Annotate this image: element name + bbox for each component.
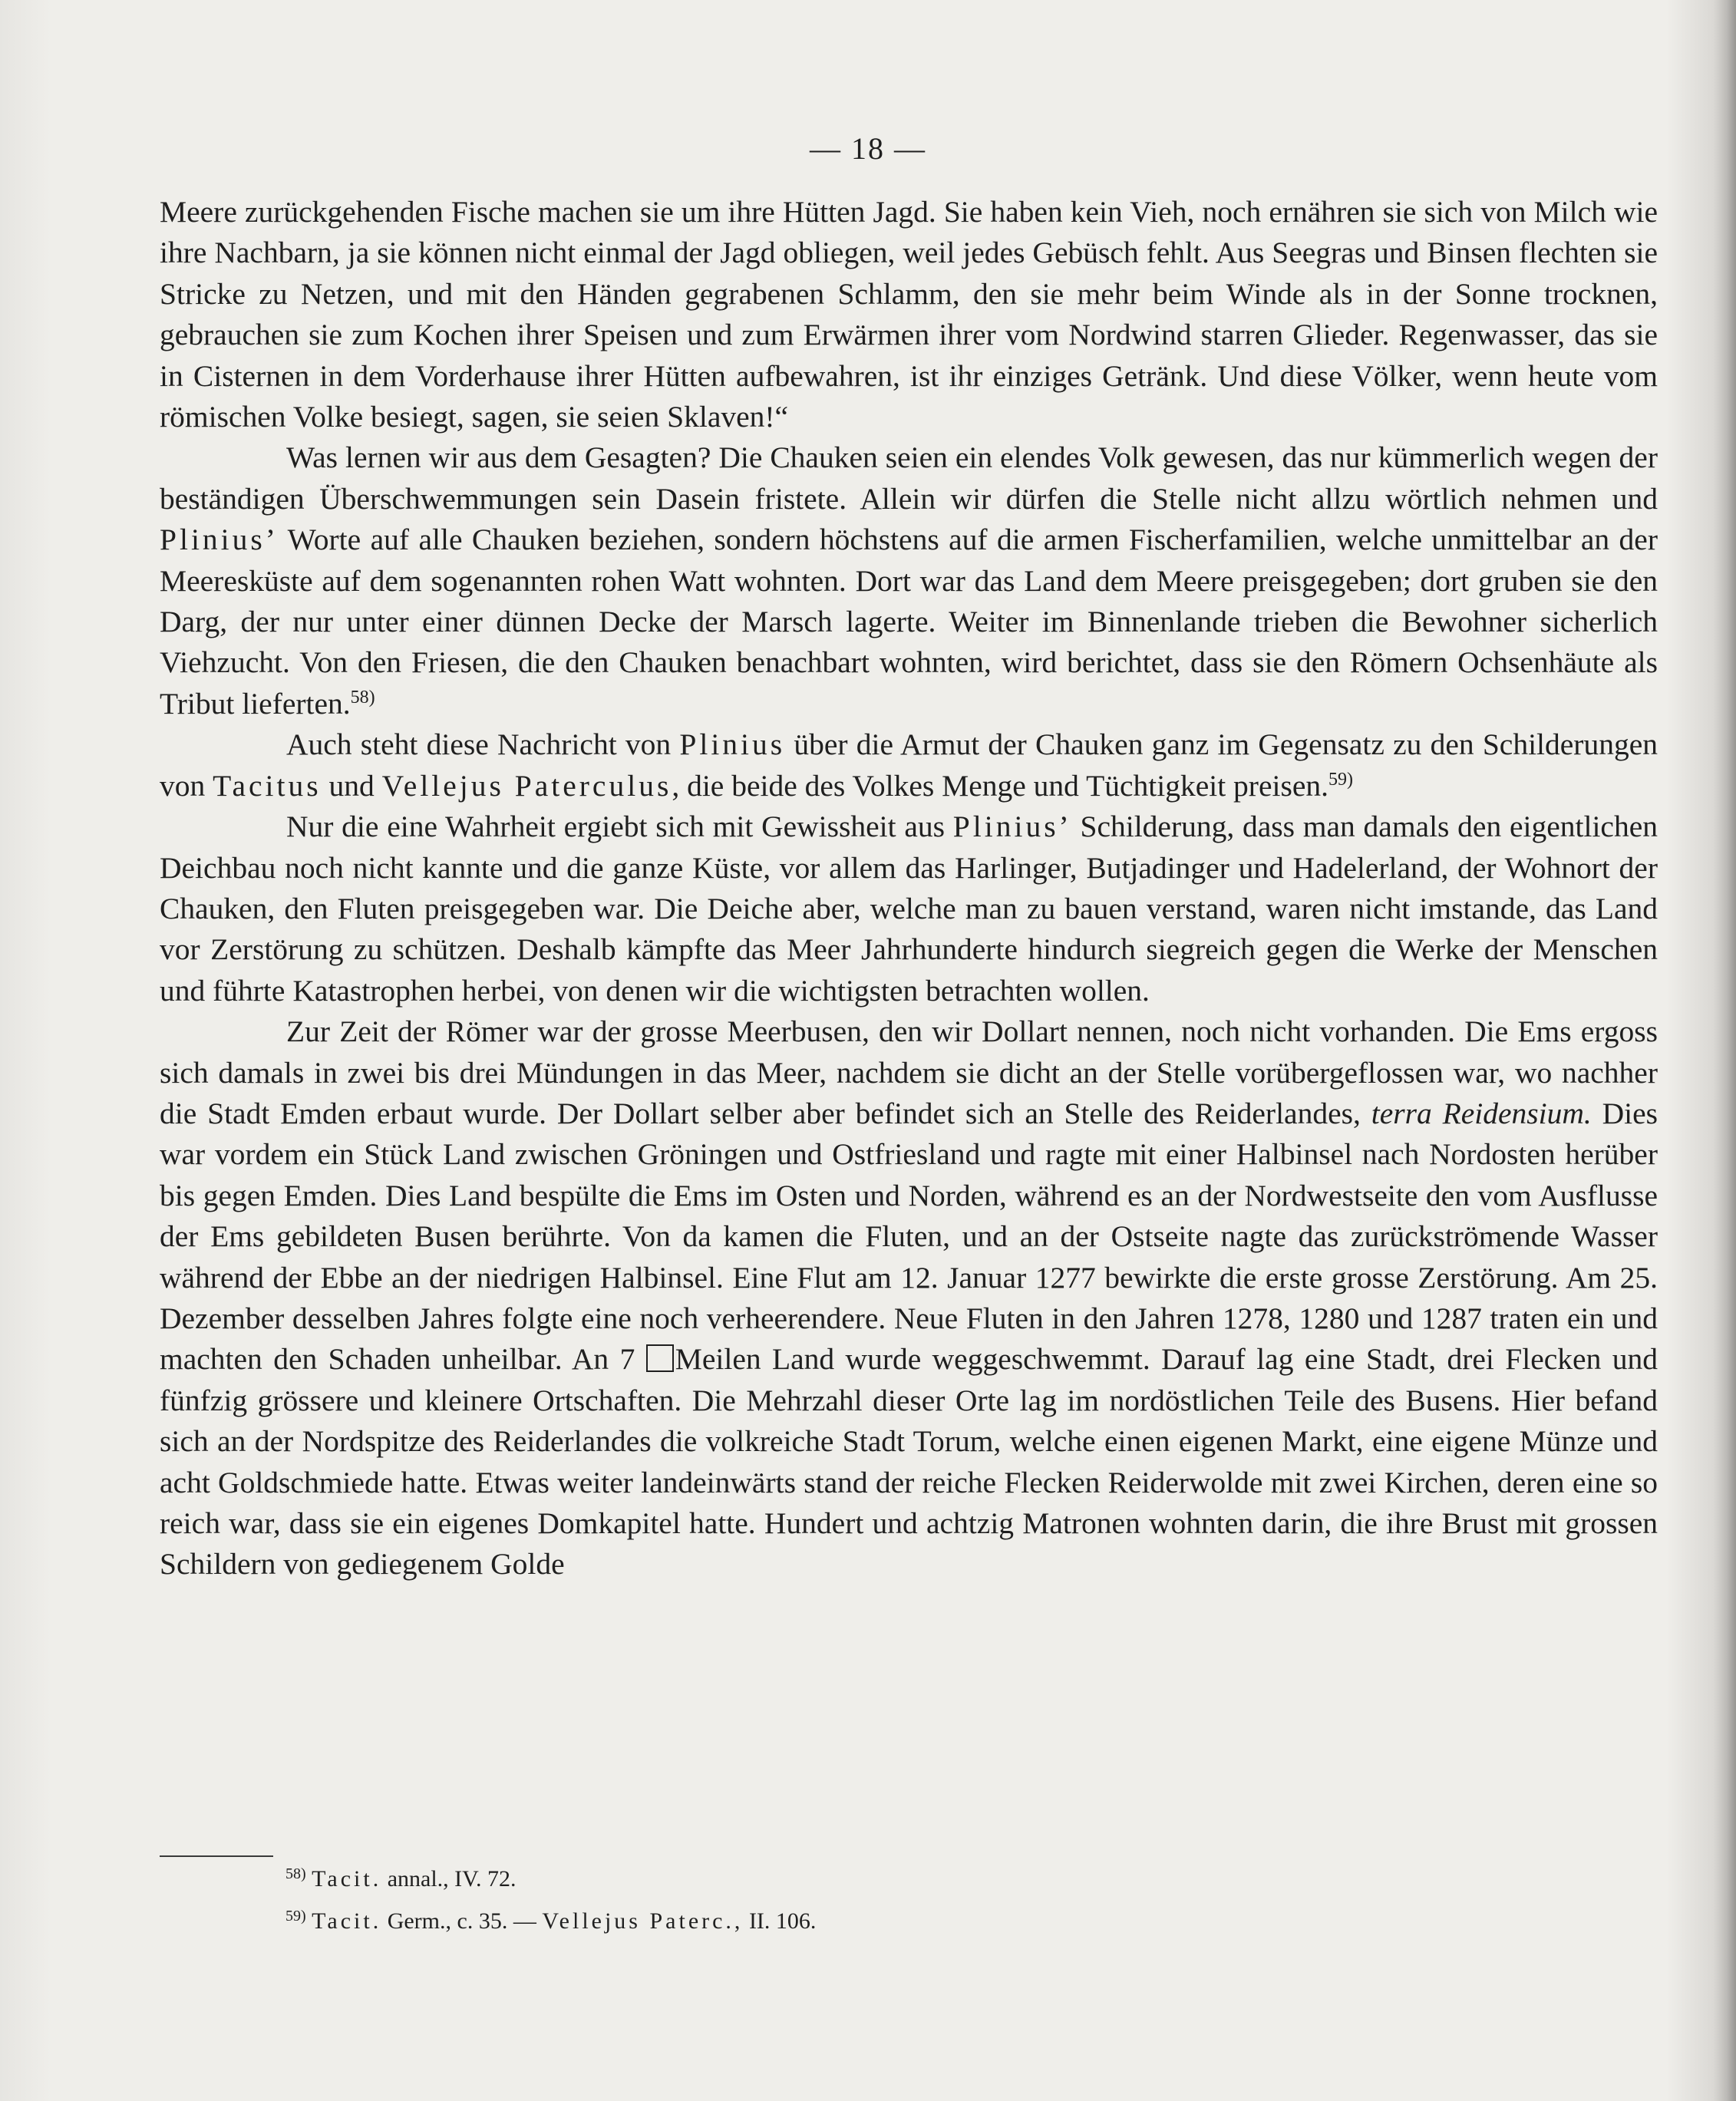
page-edge-shadow [1713,0,1736,2101]
footnote-ref-58: 58) [350,687,375,707]
footnote-58 [285,1858,1513,1900]
footnote-author: Vellejus Paterc., [542,1908,744,1934]
paragraph-2-text-a: Was lernen wir aus dem Gesagten? Die Chauken seien ein elendes Volk gewesen, das nur kümmerlich wegen der beständigen Überschwemmungen sein Dasein fristete. Allein wir dürfen die Stelle nicht allzu wörtlich nehmen und [160,440,1658,516]
name-plinius: Plinius [679,727,786,762]
paragraph-4-text-a: Nur die eine Wahrheit ergiebt sich mit Gewissheit aus [286,810,953,844]
page-number: — 18 — [810,131,926,166]
footnote-reference: annal., IV. 72. [387,1866,517,1892]
footnote-reference: Germ., c. 35. — [387,1908,543,1934]
name-plinius: Plinius’ [160,523,279,557]
footnote-59 [285,1900,1513,1942]
paragraph-5 [160,1011,1658,1585]
paragraph-2-text-b: Worte auf alle Chauken beziehen, sondern höchstens auf die armen Fischerfamilien, welche unmittelbar an der Meeresküste auf dem sogenannten rohen Watt wohnten. Dort war das Land dem Meere preisgegeben; dort gruben sie den Darg, der nur unter einer dünnen Decke der Marsch lagerte. Weiter im Binnenlande trieben die Bewohner sicherlich Viehzucht. Von den Friesen, die den Chauken benachbart wohnten, wird berichtet, dass sie den Römern Ochsenhäute als Tribut lieferten. [160,523,1658,721]
footnote-divider [160,1855,273,1857]
paragraph-3-text-a: Auch steht diese Nachricht von [286,727,680,762]
paragraph-2 [160,437,1658,724]
paragraph-5-text-b: Dies war vordem ein Stück Land zwischen Gröningen und Ostfriesland und ragte mit einer Halbinsel nach Nordosten herüber bis gegen Emden. Dies Land bespülte die Ems im Osten und Norden, während es an der Nordwestseite den vom Ausflusse der Ems gebildeten Busen berührte. Von da kamen die Fluten, und an der Ostseite nagte das zurückströmende Wasser während der Ebbe an der niedrigen Halbinsel. Eine Flut am 12. Januar 1277 bewirkte die erste grosse Zerstörung. Am 25. Dezember desselben Jahres folgte eine noch verheerendere. Neue Fluten in den Jahren 1278, 1280 und 1287 traten ein und machten den Schaden unheilbar. An 7 [160,1096,1658,1377]
paragraph-4-text-b: Schilderung, dass man damals den eigentlichen Deichbau noch nicht kannte und die ganze Küste, vor allem das Harlinger, Butjadinger und Hadelerland, der Wohnort der Chauken, den Fluten preisgegeben war. Die Deiche aber, welche man zu bauen verstand, waren nicht imstande, das Land vor Zerstörung zu schützen. Deshalb kämpfte das Meer Jahrhunderte hindurch siegreich gegen die Werke der Menschen und führte Katastrophen herbei, von denen wir die wichtigsten betrachten wollen. [160,810,1658,1008]
paragraph-1: Meere zurückgehenden Fische machen sie um ihre Hütten Jagd. Sie haben kein Vieh, noch ernähren sie sich von Milch wie ihre Nachbarn, ja sie können nicht einmal der Jagd obliegen, weil jedes Gebüsch fehlt. Aus Seegras und Binsen flechten sie Stricke zu Netzen, und mit den Händen gegrabenen Schlamm, den sie mehr beim Winde als in der Sonne trocknen, gebrauchen sie zum Kochen ihrer Speisen und zum Erwärmen ihrer vom Nordwind starren Glieder. Regenwasser, das sie in Cisternen in dem Vorderhause ihrer Hütten aufbewahren, ist ihr einziges Getränk. Und diese Völker, wenn heute vom römischen Volke besiegt, sagen, sie seien Sklaven!“ [160,195,1658,434]
name-vellejus-paterculus: Vellejus Paterculus [381,768,672,803]
paragraph-3-text-c: und [321,768,382,803]
footnote-ref-59: 59) [1328,769,1353,790]
paragraph-4 [160,806,1658,1011]
name-plinius: Plinius’ [952,810,1072,844]
latin-term: terra Reidensium. [1371,1096,1592,1130]
square-miles-symbol-icon [646,1344,674,1372]
footnotes [285,1858,1513,1942]
name-tacitus: Tacitus [213,768,322,803]
footnote-author: Tacit. [312,1866,382,1892]
footnote-author: Tacit. [312,1908,382,1934]
paragraph-3-text-b: über die Armut der Chauken ganz im Gegensatz zu den Schilderungen von [160,727,1658,803]
footnote-mark: 58) [285,1865,306,1882]
footnote-mark: 59) [285,1908,306,1925]
paragraph-5-text-a: Zur Zeit der Römer war der grosse Meerbusen, den wir Dollart nennen, noch nicht vorhanden. Die Ems ergoss sich damals in zwei bis drei Mündungen in das Meer, nachdem sie dicht an der Stelle vorübergeflossen war, wo nachher die Stadt Emden erbaut wurde. Der Dollart selber aber befindet sich an Stelle des Reiderlandes, [160,1014,1658,1130]
body-text [160,192,1658,1585]
footnote-reference: II. 106. [748,1908,817,1934]
paragraph-5-text-c: Meilen Land wurde weggeschwemmt. Darauf lag eine Stadt, drei Flecken und fünfzig grössere und kleinere Ortschaften. Die Mehrzahl dieser Orte lag im nordöstlichen Teile des Busens. Hier befand sich an der Nordspitze des Reiderlandes die volkreiche Stadt Torum, welche einen eigenen Markt, eine eigene Münze und acht Goldschmiede hatte. Etwas weiter landeinwärts stand der reiche Flecken Reiderwolde mit zwei Kirchen, deren eine so reich war, dass sie ein eigenes Domkapitel hatte. Hundert und achtzig Matronen wohnten darin, die ihre Brust mit grossen Schildern von gediegenem Golde [160,1342,1658,1582]
paragraph-3-text-d: , die beide des Volkes Menge und Tüchtigkeit preisen. [672,768,1328,803]
paragraph-3 [160,724,1658,806]
